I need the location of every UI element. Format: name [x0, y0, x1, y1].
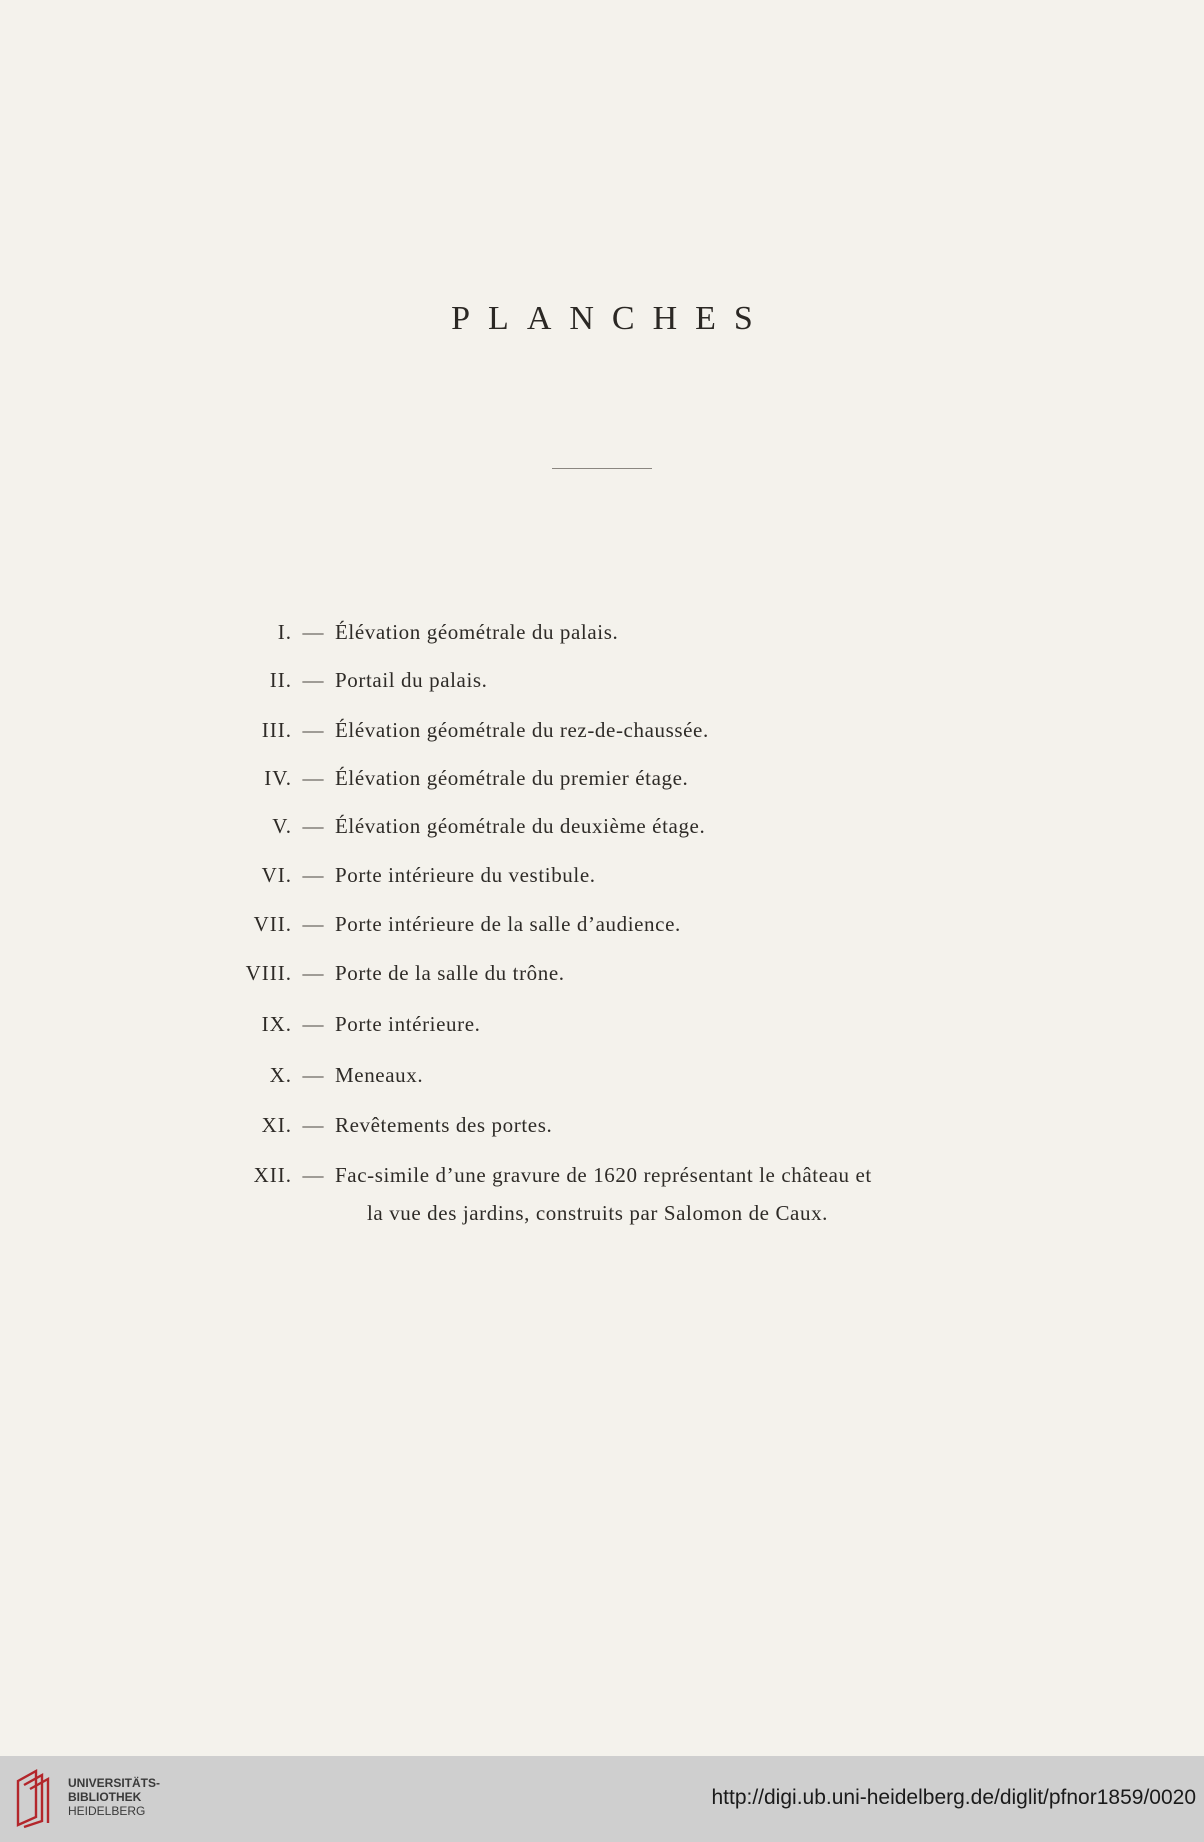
list-item — [0, 806, 1204, 846]
list-item — [0, 660, 1204, 700]
list-item — [0, 953, 1204, 993]
plate-description: Porte intérieure de la salle d’audience. — [335, 912, 681, 936]
plate-numeral: XI. — [261, 1113, 292, 1137]
library-name-line: UNIVERSITÄTS- — [68, 1776, 161, 1790]
plate-description: Portail du palais. — [335, 668, 488, 692]
plate-numeral: I. — [277, 620, 292, 644]
plate-numeral: IX. — [261, 1012, 292, 1036]
plate-numeral: IV. — [264, 766, 292, 790]
plate-dash: — — [302, 718, 324, 742]
plate-dash: — — [302, 1012, 324, 1036]
list-item — [0, 612, 1204, 652]
plate-dash: — — [302, 961, 324, 985]
list-item — [0, 855, 1204, 895]
plate-description: Élévation géométrale du palais. — [335, 620, 619, 644]
plate-numeral: VII. — [253, 912, 292, 936]
list-item — [0, 1155, 1204, 1195]
library-logo-icon — [14, 1767, 54, 1829]
plate-description: Porte de la salle du trône. — [335, 961, 565, 985]
plate-numeral: II. — [269, 668, 292, 692]
plate-dash: — — [302, 912, 324, 936]
plate-numeral: V. — [272, 814, 292, 838]
plate-description-continuation: la vue des jardins, construits par Salomon de Caux. — [367, 1201, 829, 1225]
library-name-line: HEIDELBERG — [68, 1804, 146, 1818]
list-item — [0, 1055, 1204, 1095]
list-item — [0, 710, 1204, 750]
plate-description: Porte intérieure. — [335, 1012, 481, 1036]
list-item — [0, 1105, 1204, 1145]
source-url-link[interactable]: http://digi.ub.uni-heidelberg.de/diglit/pfnor1859/0020 — [711, 1786, 1196, 1809]
list-item — [0, 758, 1204, 798]
plate-dash: — — [302, 814, 324, 838]
plate-numeral: III. — [261, 718, 292, 742]
page-title: PLANCHES — [451, 300, 771, 337]
plate-dash: — — [302, 1163, 324, 1187]
plate-dash: — — [302, 668, 324, 692]
library-name — [68, 1776, 160, 1818]
plate-description: Porte intérieure du vestibule. — [335, 863, 596, 887]
plate-description: Élévation géométrale du rez-de-chaussée. — [335, 718, 709, 742]
plate-description: Meneaux. — [335, 1063, 424, 1087]
plate-description: Élévation géométrale du deuxième étage. — [335, 814, 706, 838]
plate-numeral: VI. — [261, 863, 292, 887]
list-item — [0, 1004, 1204, 1044]
library-name-line: BIBLIOTHEK — [68, 1790, 142, 1804]
plate-description: Revêtements des portes. — [335, 1113, 553, 1137]
plate-description: Élévation géométrale du premier étage. — [335, 766, 689, 790]
plate-dash: — — [302, 1113, 324, 1137]
plate-numeral: VIII. — [245, 961, 292, 985]
plate-dash: — — [302, 1063, 324, 1087]
plate-dash: — — [302, 766, 324, 790]
plate-numeral: X. — [269, 1063, 292, 1087]
plate-numeral: XII. — [253, 1163, 292, 1187]
title-divider — [552, 468, 652, 469]
plate-description: Fac-simile d’une gravure de 1620 représentant le château et — [335, 1163, 872, 1187]
plate-dash: — — [302, 863, 324, 887]
list-item — [0, 904, 1204, 944]
plate-dash: — — [302, 620, 324, 644]
